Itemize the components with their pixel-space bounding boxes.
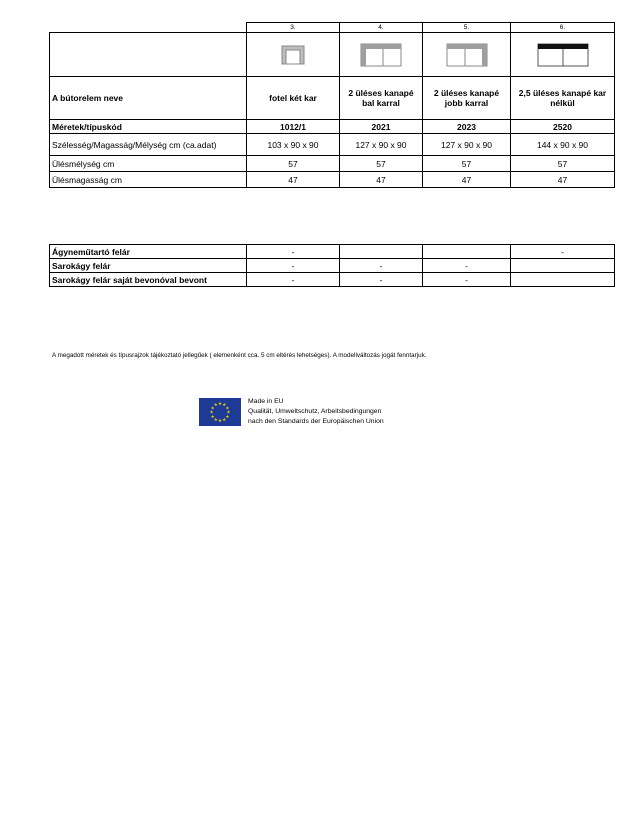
disclaimer-note: A megadott méretek és típusrajzok tájékoztató jellegűek ( elemenként cca. 5 cm eltérés lehetséges). A modellváltozás jogát fenntarjuk.	[52, 352, 427, 359]
row-label-seat-depth: Ülésmélység cm	[50, 156, 247, 172]
surcharge-value	[423, 245, 511, 259]
seat-depth: 57	[340, 156, 423, 172]
eu-star-icon: ★	[226, 409, 231, 415]
dimensions: 144 x 90 x 90	[511, 134, 615, 156]
surcharge-value: -	[247, 245, 340, 259]
eu-star-icon: ★	[225, 405, 230, 411]
eu-star-icon: ★	[213, 416, 218, 422]
standards-line: nach den Standards der Europäischen Union	[248, 418, 384, 425]
surcharge-value: -	[340, 259, 423, 273]
sofa-right-arm-icon	[423, 33, 511, 77]
row-label-name: A bútorelem neve	[50, 77, 247, 120]
product-name: fotel két kar	[247, 77, 340, 120]
type-code: 2520	[511, 120, 615, 134]
product-table	[49, 22, 615, 188]
made-in-eu-line: Made in EU	[248, 398, 284, 405]
type-code: 1012/1	[247, 120, 340, 134]
eu-flag-icon	[199, 398, 241, 426]
surcharge-value: -	[247, 273, 340, 287]
surcharge-value	[511, 273, 615, 287]
row-label-seat-height: Ülésmagasság cm	[50, 172, 247, 188]
made-in-eu-block	[248, 397, 384, 427]
eu-star-icon: ★	[217, 418, 223, 424]
blank-cell	[50, 23, 247, 33]
dimensions: 103 x 90 x 90	[247, 134, 340, 156]
row-label-dims: Szélesség/Magasság/Mélység cm (ca.adat)	[50, 134, 247, 156]
column-number: 5.	[423, 23, 511, 33]
seat-height: 47	[247, 172, 340, 188]
row-label-code: Méretek/típuskód	[50, 120, 247, 134]
seat-height: 47	[340, 172, 423, 188]
seat-depth: 57	[511, 156, 615, 172]
surcharge-value: -	[511, 245, 615, 259]
type-code: 2021	[340, 120, 423, 134]
column-number: 6.	[511, 23, 615, 33]
eu-star-icon: ★	[222, 402, 227, 408]
product-name: 2,5 üléses kanapé kar nélkül	[511, 77, 615, 120]
surcharge-value: -	[423, 259, 511, 273]
seat-height: 47	[423, 172, 511, 188]
eu-star-icon: ★	[225, 413, 230, 419]
surcharge-value: -	[423, 273, 511, 287]
type-code: 2023	[423, 120, 511, 134]
armchair-no-arms-icon	[247, 33, 340, 77]
surcharge-value	[511, 259, 615, 273]
dimensions: 127 x 90 x 90	[423, 134, 511, 156]
column-number: 4.	[340, 23, 423, 33]
surcharge-value: -	[247, 259, 340, 273]
surcharge-value	[340, 245, 423, 259]
column-number: 3.	[247, 23, 340, 33]
seat-depth: 57	[423, 156, 511, 172]
surcharge-value: -	[340, 273, 423, 287]
eu-star-icon: ★	[222, 416, 227, 422]
seat-depth: 57	[247, 156, 340, 172]
surcharge-table	[49, 244, 615, 287]
sofa-no-arms-icon	[511, 33, 615, 77]
eu-star-icon: ★	[217, 401, 223, 407]
eu-star-icon: ★	[210, 405, 215, 411]
eu-star-icon: ★	[213, 402, 218, 408]
surcharge-label: Ágyneműtartó felár	[50, 245, 247, 259]
product-name: 2 üléses kanapé bal karral	[340, 77, 423, 120]
dimensions: 127 x 90 x 90	[340, 134, 423, 156]
product-name: 2 üléses kanapé jobb karral	[423, 77, 511, 120]
quality-line: Qualität, Umweltschutz, Arbeitsbedingungen	[248, 408, 382, 415]
surcharge-label: Sarokágy felár saját bevonóval bevont	[50, 273, 247, 287]
eu-star-icon: ★	[209, 409, 214, 415]
seat-height: 47	[511, 172, 615, 188]
surcharge-label: Sarokágy felár	[50, 259, 247, 273]
sofa-left-arm-icon	[340, 33, 423, 77]
eu-star-icon: ★	[210, 413, 215, 419]
icon-label-cell	[50, 33, 247, 77]
